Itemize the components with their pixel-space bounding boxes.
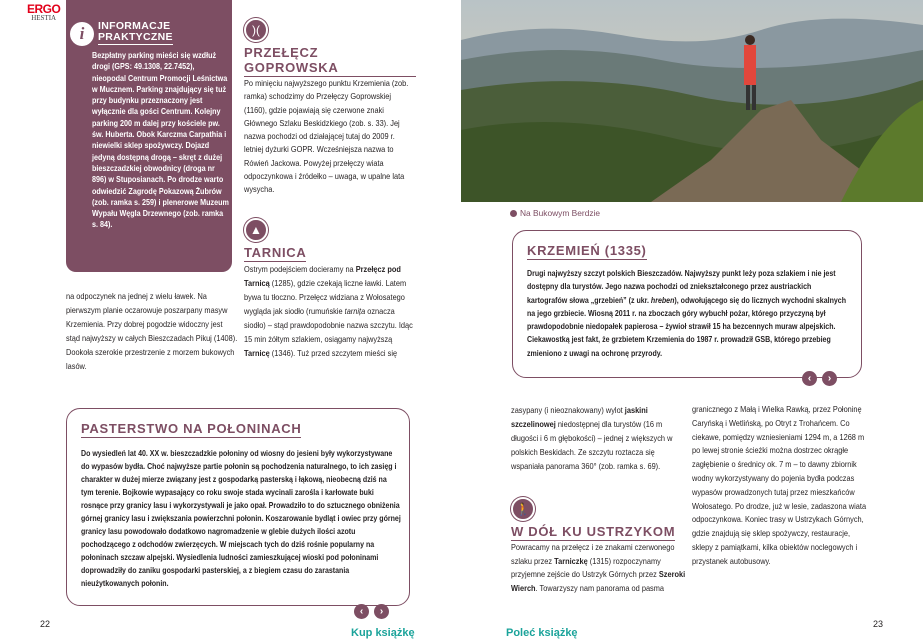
photo-bukowe-berdo [461, 0, 923, 202]
buy-book-link[interactable]: Kup książkę [351, 627, 415, 639]
right-column-text-1: zasypany (i nieoznakowany) wylot jaskini szczelinowej niedostępnej dla turystów (16 m długości i 6 m głębokości) – jednej z większych w polskich Beskidach. Ze szczytu roztacza się wspaniała panorama 360° (zob. ramka s. 69). [511, 405, 673, 471]
next-button[interactable]: › [374, 604, 389, 619]
section-text: Ostrym podejściem docieramy na Przełęcz pod Tarnicą (1285), gdzie czekają liczne ławki. Latem bywa tu tłoczno. Przełęcz widziana z Wołosatego wygląda jak siodło (rumuńskie tarnița oznacza siodło) – stąd prawdopodobnie nazwa szczytu. Idąc 15 min żółtym szlakiem, osiągamy najwyższą Tarnicę (1346). Tuż przed szczytem mieści się [244, 264, 413, 358]
section-title: PRZEŁĘCZ GOPROWSKA [244, 45, 416, 77]
section-title: W DÓŁ KU USTRZYKOM [511, 524, 676, 539]
box-text: Drugi najwyższy szczyt polskich Bieszczadów. Najwyższy punkt leży poza szlakiem i nie jest dostępny dla turystów. Jego nazwa pochodzi od zniekształconego przez austriackich kartografów słowa „grzebień” (z ukr. hreben), odwołującego się do licznych wychodni skalnych na jego grzbiecie. Wiosną 2011 r. na zboczach góry wybuchł pożar, którego przyczyną był prawdopodobnie niedopałek papierosa – żywioł strawił 15 ha bezcennych muraw alpejskich. Ciekawostką jest fakt, że grzbietem Krzemienia do 1987 r. prowadził GSB, którego przebieg zmieniono z uwagi na ochronę przyrody. [527, 268, 847, 358]
mountain-icon: ▲ [244, 218, 268, 242]
page-number-left: 22 [40, 619, 51, 629]
bullet-icon [510, 210, 517, 217]
box-title: KRZEMIEŃ (1335) [527, 243, 647, 258]
box-title: PASTERSTWO NA POŁONINACH [81, 421, 302, 436]
prev-button[interactable]: ‹ [802, 371, 817, 386]
recommend-book-link[interactable]: Poleć książkę [506, 627, 578, 639]
hiker-icon: 🚶 [511, 497, 535, 521]
prev-button[interactable]: ‹ [354, 604, 369, 619]
section-tarnica [244, 218, 416, 360]
info-icon: i [70, 22, 94, 46]
page-number-right: 23 [873, 619, 884, 629]
pass-icon: )( [244, 18, 268, 42]
next-button[interactable]: › [822, 371, 837, 386]
right-column-text-2: granicznego z Małą i Wielka Rawką, przez Połoninę Caryńską i Wetlińską, po Otryt z Trohańcem. Co ciekawe, pomiędzy wzniesieniami 1294 m, a 1268 m po lewej stronie ścieżki można dostrzec okrągłe zagłębienie o średnicy ok. 7 m – to dawny zbiornik wodny wykorzystywany do pojenia bydła podczas wypasów prowadzonych tutaj przez mieszkańców Wołosatego. Po drodze, już w lesie, zadaszona wiata odpoczynkowa. Koniec trasy w Ustrzykach Górnych, gdzie znajdują się sklep spożywczy, restauracje, sklepy z pamiątkami, kilka obiektów noclegowych i przystanek autobusowy. [692, 404, 867, 566]
left-column-text: na odpoczynek na jednej z wielu ławek. Na pierwszym planie oczarowuje poszarpany masyw Krzemienia. Przy dobrej pogodzie widoczny jest stąd najwyższy w całych Bieszczadach Pikuj (1408). Dookoła szerokie przestrzenie z morzem bukowych lasów. [66, 291, 238, 371]
krzemien-box [512, 230, 862, 378]
section-text: Po minięciu najwyższego punktu Krzemienia (zob. ramka) schodzimy do Przełęczy Goprowskiej (1160), gdzie pojawiają się czerwone znaki Głównego Szlaku Beskidzkiego (zob. s. 33). Jej nazwa pochodzi od działającej tutaj do 2009 r. letniej dyżurki GOPR. Wcześniejsza nazwa to Rówień Jackowa. Powyżej przełęczy wiata odpoczynkowa i źródełko – uwaga, w upalne lata wysycha. [244, 78, 409, 195]
info-box [66, 0, 232, 272]
section-ustrzyki [511, 497, 687, 595]
section-text: Powracamy na przełęcz i ze znakami czerwonego szlaku przez Tarniczkę (1315) rozpoczynamy przyjemne zejście do Ustrzyk Górnych przez Szeroki Wierch. Towarzyszy nam panorama od pasma [511, 542, 686, 593]
photo-caption: Na Bukowym Berdzie [510, 208, 600, 218]
section-goprowska [244, 18, 416, 197]
info-box-text: Bezpłatny parking mieści się wzdłuż drogi (GPS: 49.1308, 22.7452), nieopodal Centrum Promocji Leśnictwa w Mucznem. Parking znajdujący się tuż przy budynku przeznaczony jest wyłącznie dla gości Centrum. Kolejny parking 200 m dalej przy kościele pw. św. Huberta. Obok Karczma Carpathia i niewielki sklep spożywczy. Dojazd jedyną dostępną drogą – skręt z dużej bieszczadzkiej obwodnicy (droga nr 896) w Stuposianach. Po drodze warto odwiedzić Zagrodę Pokazową Żubrów (zob. ramka s. 259) i plenerowe Muzeum Wypału Węgla Drzewnego (zob. ramka s. 84). [92, 50, 229, 230]
pasterstwo-box [66, 408, 410, 606]
box-text: Do wysiedleń lat 40. XX w. bieszczadzkie połoniny od wiosny do jesieni były wykorzystywane do wypasów bydła. Choć najwyższe partie połonin są pochodzenia naturalnego, to ich zasięg i charakter w dużej mierze związany jest z gospodarką pasterską i łąkową, nieobecną dziś na tym terenie. Bojkowie wypasający co roku swoje stada wycinali zarośla i karłowate buki rosnące przy granicy lasu i wykorzystywali je jako opał. Prowadziło to do sztucznego obniżenia górnej granicy lasu i zwiększania powierzchni połonin. Koszarowanie bydląt i owiec przy górnej granicy lasu powodowało dodatkowo nagromadzenie w glebie dużych ilości azotu pochodzącego z odchodów zwierzęcych. W miejscach tych do dziś rośnie popularny na połoninach szczaw alpejski. Wysiedlenia ludności zamieszkującej wioski pod połoninami doprowadziły do zaniku gospodarki pasterskiej, a z biegiem czasu do zarastania nieużytkowanych połonin. [81, 448, 401, 588]
info-box-title: INFORMACJE PRAKTYCZNE [98, 20, 173, 43]
section-title: TARNICA [244, 245, 307, 260]
ergo-hestia-logo: ERGO HESTIA [27, 2, 61, 22]
